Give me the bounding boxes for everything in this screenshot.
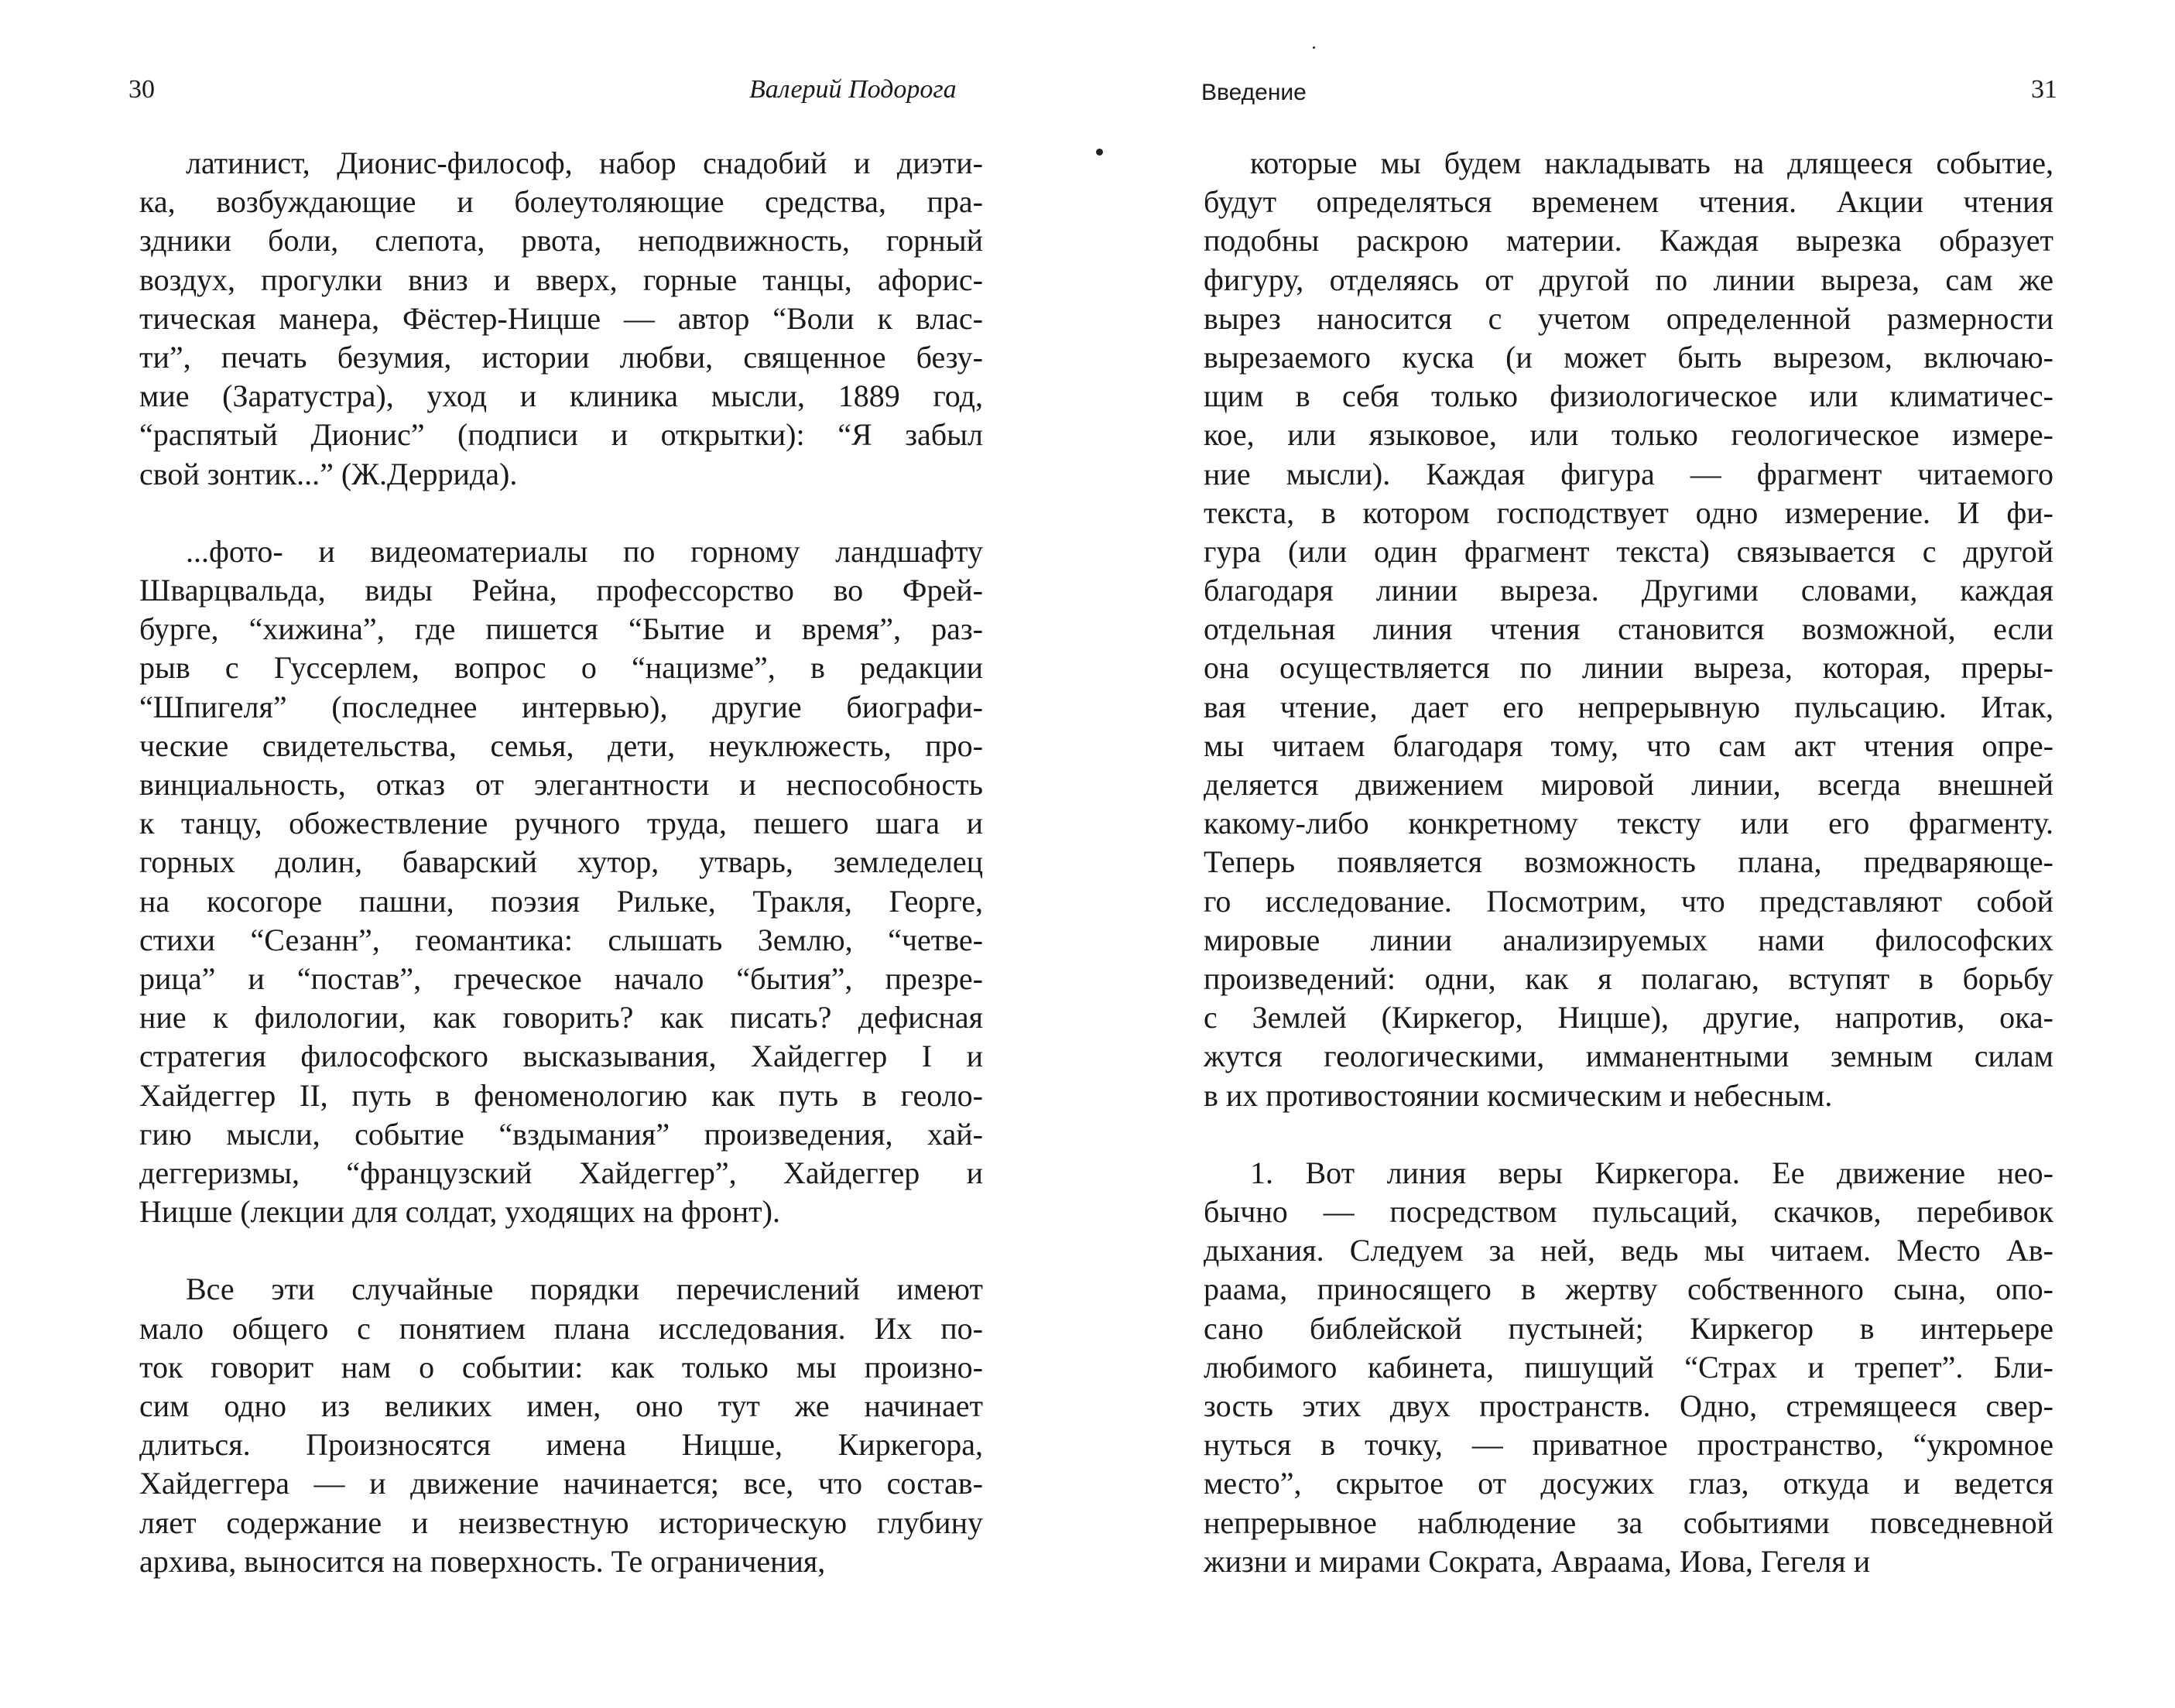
page-number-left: 30 bbox=[128, 75, 155, 104]
paragraph bbox=[1204, 1154, 2053, 1581]
page-number-right: 31 bbox=[2031, 75, 2057, 104]
paragraph bbox=[139, 144, 983, 494]
text-line: горных долин, баварский хутор, утварь, земледелец bbox=[139, 844, 983, 880]
text-line: рыв с Гуссерлем, вопрос о “нацизме”, в редакции bbox=[139, 650, 983, 686]
text-line: свой зонтик...” (Ж.Деррида). bbox=[139, 456, 518, 491]
text-line: к танцу, обожествление ручного труда, пешего шага и bbox=[139, 806, 983, 841]
text-line: стратегия философского высказывания, Хайдеггер I и bbox=[139, 1039, 983, 1074]
text-line: Хайдеггер II, путь в феноменологию как путь в геоло- bbox=[139, 1077, 983, 1113]
text-line: какому-либо конкретному тексту или его фрагменту. bbox=[1204, 806, 2053, 841]
text-line: Теперь появляется возможность плана, предваряюще- bbox=[1204, 844, 2053, 880]
text-line: жутся геологическими, имманентными земным силам bbox=[1204, 1039, 2053, 1074]
text-line: непрерывное наблюдение за событиями повседневной bbox=[1204, 1504, 2053, 1540]
text-line: жизни и мирами Сократа, Авраама, Иова, Гегеля и bbox=[1204, 1543, 1871, 1579]
text-line: Шварцвальда, виды Рейна, профессорство во Фрей- bbox=[139, 573, 983, 608]
text-line: нуться в точку, — приватное пространство, “укромное bbox=[1204, 1427, 2053, 1463]
text-line: в их противостоянии космическим и небесным. bbox=[1204, 1077, 1833, 1113]
text-line: ...фото- и видеоматериалы по горному ландшафту bbox=[186, 533, 983, 569]
text-line: 1. Вот линия веры Киркегора. Ее движение нео- bbox=[1250, 1155, 2053, 1190]
text-line: длиться. Произносятся имена Ницше, Киркегора, bbox=[139, 1427, 983, 1463]
text-line: винциальность, отказ от элегантности и неспособность bbox=[139, 767, 983, 802]
text-line: стихи “Сезанн”, геомантика: слышать Землю, “четве- bbox=[139, 922, 983, 957]
paragraph bbox=[139, 1270, 983, 1581]
text-line: с Землей (Киркегор, Ницше), другие, напротив, ока- bbox=[1204, 1000, 2053, 1035]
text-line: рица” и “постав”, греческое начало “бытия”, презре- bbox=[139, 960, 983, 996]
text-line: мало общего с понятием плана исследования. Их по- bbox=[139, 1310, 983, 1346]
scan-speck bbox=[1096, 149, 1103, 156]
text-line: ние к филологии, как говорить? как писать? дефисная bbox=[139, 1000, 983, 1035]
text-line: ляет содержание и неизвестную историческую глубину bbox=[139, 1504, 983, 1540]
text-line: будут определяться временем чтения. Акции чтения bbox=[1204, 184, 2053, 220]
text-line: тическая манера, Фёстер-Ницше — автор “Воли к влас- bbox=[139, 300, 983, 336]
text-line: “Шпигеля” (последнее интервью), другие биографи- bbox=[139, 689, 983, 724]
text-line: мировые линии анализируемых нами философских bbox=[1204, 922, 2053, 957]
text-line: бурге, “хижина”, где пишется “Бытие и время”, раз- bbox=[139, 611, 983, 647]
paragraph-gap bbox=[139, 1231, 983, 1270]
text-line: гура (или один фрагмент текста) связывается с другой bbox=[1204, 533, 2053, 569]
paragraph-gap bbox=[139, 494, 983, 532]
text-line: произведений: одни, как я полагаю, вступят в борьбу bbox=[1204, 960, 2053, 996]
text-line: любимого кабинета, пишущий “Страх и трепет”. Бли- bbox=[1204, 1349, 2053, 1385]
paragraph-gap bbox=[1204, 1115, 2053, 1154]
text-line: ти”, печать безумия, истории любви, священное безу- bbox=[139, 339, 983, 375]
text-line: кое, или языковое, или только геологическое измере- bbox=[1204, 417, 2053, 453]
text-line: фигуру, отделяясь от другой по линии выреза, сам же bbox=[1204, 262, 2053, 297]
text-line: вырезаемого куска (и может быть вырезом, включаю- bbox=[1204, 339, 2053, 375]
text-line: деляется движением мировой линии, всегда внешней bbox=[1204, 767, 2053, 802]
text-line: латинист, Дионис-философ, набор снадобий и диэти- bbox=[186, 145, 983, 180]
text-line: ческие свидетельства, семья, дети, неуклюжесть, про- bbox=[139, 727, 983, 763]
text-line: Ницше (лекции для солдат, уходящих на фронт). bbox=[139, 1194, 780, 1230]
text-line: вырез наносится с учетом определенной размерности bbox=[1204, 300, 2053, 336]
text-line: которые мы будем накладывать на длящееся событие, bbox=[1250, 145, 2053, 180]
text-line: гию мысли, событие “вздымания” произведения, хай- bbox=[139, 1116, 983, 1152]
text-line: отдельная линия чтения становится возможной, если bbox=[1204, 611, 2053, 647]
paragraph bbox=[139, 532, 983, 1231]
text-line: ка, возбуждающие и болеутоляющие средства, пра- bbox=[139, 184, 983, 220]
text-line: сано библейской пустыней; Киркегор в интерьере bbox=[1204, 1310, 2053, 1346]
scan-speck bbox=[1313, 46, 1315, 49]
text-line: благодаря линии выреза. Другими словами, каждая bbox=[1204, 573, 2053, 608]
text-line: здники боли, слепота, рвота, неподвижность, горный bbox=[139, 223, 983, 258]
text-line: Все эти случайные порядки перечислений имеют bbox=[186, 1272, 983, 1307]
text-line: сим одно из великих имен, оно тут же начинает bbox=[139, 1388, 983, 1423]
text-line: текста, в котором господствует одно измерение. И фи- bbox=[1204, 495, 2053, 530]
running-head-author: Валерий Подорога bbox=[749, 75, 957, 104]
text-line: “распятый Дионис” (подписи и открытки): “Я забыл bbox=[139, 417, 983, 453]
right-page bbox=[1088, 0, 2175, 1708]
text-line: мие (Заратустра), уход и клиника мысли, 1889 год, bbox=[139, 378, 983, 414]
text-line: архива, выносится на поверхность. Те ограничения, bbox=[139, 1543, 826, 1579]
running-head-section: Введение bbox=[1201, 80, 1307, 105]
text-line: Хайдеггера — и движение начинается; все, что состав- bbox=[139, 1466, 983, 1501]
text-line: вая чтение, дает его непрерывную пульсацию. Итак, bbox=[1204, 689, 2053, 724]
text-line: дыхания. Следуем за ней, ведь мы читаем. Место Ав- bbox=[1204, 1233, 2053, 1268]
text-line: деггеризмы, “французский Хайдеггер”, Хайдеггер и bbox=[139, 1155, 983, 1190]
text-line: мы читаем благодаря тому, что сам акт чтения опре- bbox=[1204, 727, 2053, 763]
text-line: бычно — посредством пульсаций, скачков, перебивок bbox=[1204, 1194, 2053, 1230]
text-line: раама, приносящего в жертву собственного сына, опо- bbox=[1204, 1272, 2053, 1307]
text-line: го исследование. Посмотрим, что представляют собой bbox=[1204, 883, 2053, 919]
text-line: щим в себя только физиологическое или климатичес- bbox=[1204, 378, 2053, 414]
text-line: место”, скрытое от досужих глаз, откуда и ведется bbox=[1204, 1466, 2053, 1501]
text-line: она осуществляется по линии выреза, которая, преры- bbox=[1204, 650, 2053, 686]
left-text-column bbox=[139, 144, 983, 1581]
right-text-column bbox=[1204, 144, 2053, 1581]
text-line: воздух, прогулки вниз и вверх, горные танцы, афорис- bbox=[139, 262, 983, 297]
paragraph bbox=[1204, 144, 2053, 1115]
text-line: зость этих двух пространств. Одно, стремящееся свер- bbox=[1204, 1388, 2053, 1423]
text-line: на косогоре пашни, поэзия Рильке, Тракля, Георге, bbox=[139, 883, 983, 919]
text-line: ние мысли). Каждая фигура — фрагмент читаемого bbox=[1204, 456, 2053, 491]
text-line: подобны раскрою материи. Каждая вырезка образует bbox=[1204, 223, 2053, 258]
text-line: ток говорит нам о событии: как только мы произно- bbox=[139, 1349, 983, 1385]
